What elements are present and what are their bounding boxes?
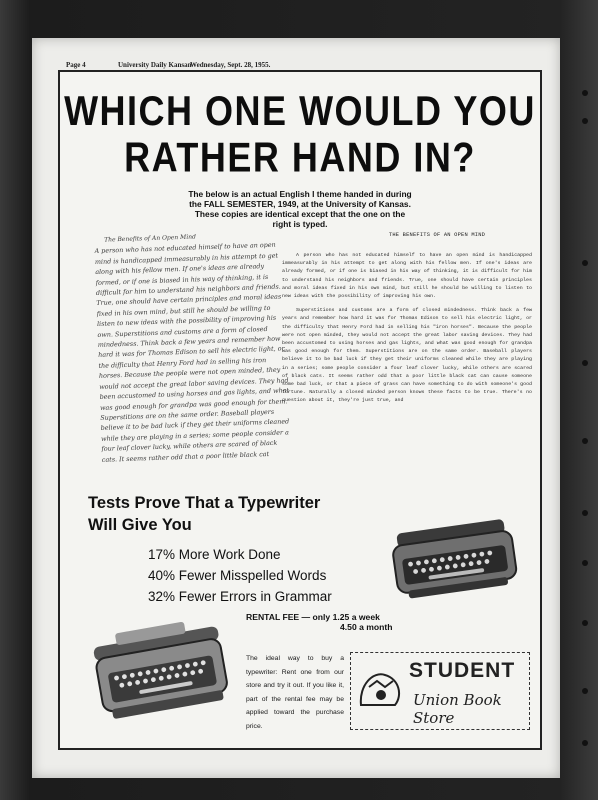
handwritten-theme bbox=[94, 229, 293, 485]
tests-line-1: Tests Prove That a Typewriter bbox=[88, 494, 321, 512]
intro-line: The below is an actual English I theme handed in during bbox=[188, 189, 412, 199]
binding-hole bbox=[582, 438, 588, 444]
stat-item: 32% Fewer Errors in Grammar bbox=[148, 589, 332, 604]
rental-fee-monthly: 4.50 a month bbox=[340, 622, 393, 632]
handwritten-body: A person who has not educated himself to have an open mind is handicapped immeasurably in his attempt to get along with his fellow men. If one's ideas are already formed, or if one is biased in his way of thinking, it is difficult for him to understand his neighbors and friends. True, one should have certain principles and moral ideas fixed in his own mind, but still he should be willing to listen to new ideas with the possibility of improving his own. Superstitions and customs are a form of closed mindedness. Think back a few years and remember how hard it was for Thomas Edison to sell his electric light, or the difficulty that Henry Ford had in selling his iron horses. Because the people were not open minded, they would not accept the great labor saving devices. They had been accustomed to using horses and gas lights, and what was good enough for grandpa was good enough for them. Superstitions are on the same order. Baseball players believe it to be bad luck if they get their uniforms cleaned while they are playing in a series; some people consider a four leaf clover lucky, while others are scared of black cats. It seems rather odd that a poor little black cat bbox=[94, 241, 290, 464]
intro-text bbox=[120, 189, 480, 229]
binding-hole bbox=[582, 260, 588, 266]
typewriter-illustration bbox=[386, 508, 522, 606]
promo-text: The ideal way to buy a typewriter: Rent one from our store and try it out. If you like it, part of the rental fee may be applied toward the purchase price. bbox=[246, 655, 344, 730]
typed-theme bbox=[282, 252, 532, 412]
store-name: STUDENT bbox=[409, 659, 516, 682]
page-header bbox=[60, 58, 530, 70]
intro-line: These copies are identical except that the one on the bbox=[194, 209, 406, 219]
binding-hole bbox=[582, 560, 588, 566]
stat-item: 17% More Work Done bbox=[148, 547, 281, 562]
intro-line: right is typed. bbox=[272, 219, 328, 229]
binding-hole bbox=[582, 688, 588, 694]
newspaper-name: University Daily Kansan bbox=[118, 61, 192, 69]
typed-title: THE BENEFITS OF AN OPEN MIND bbox=[388, 232, 486, 238]
binding-holes bbox=[570, 60, 590, 760]
benefit-stats bbox=[148, 544, 332, 607]
advertisement bbox=[58, 70, 542, 750]
headline-line-1: WHICH ONE WOULD YOU bbox=[64, 86, 536, 135]
issue-date: Wednesday, Sept. 28, 1955. bbox=[190, 61, 271, 69]
tests-line-2: Will Give You bbox=[88, 516, 192, 534]
store-emblem-icon bbox=[355, 665, 407, 715]
rental-fee: RENTAL FEE — only 1.25 a week bbox=[246, 612, 380, 622]
store-logo bbox=[350, 652, 530, 730]
typed-paragraph: Superstitions and customs are a form of closed mindedness. Think back a few years and remember how hard it was for Thomas Edison to sell his electric light, or the difficulty that Henry Ford had in selling his "iron horses". Because the people were not open minded, they would not accept the great labor saving devices. They had been accustomed to using horses and gas lights, and what was good enough for grandpa was good enough for them. Superstitions are on the same order. Baseball players believe it to be bad luck if they get their uniforms cleaned while they are playing in a series; some people consider a four leaf clover lucky, while others are scared of black cats. It seems rather odd that a poor little black cat can cause someone some bad luck, or that a piece of grass can have something to do with someone's good fortune. Naturally a closed minded person knows these facts to be true. There's no question about it, they're just true, and bbox=[282, 308, 532, 404]
binding-hole bbox=[582, 90, 588, 96]
typewriter-illustration bbox=[92, 618, 232, 724]
store-subtitle: Union Book Store bbox=[413, 691, 502, 727]
headline-line-2: RATHER HAND IN? bbox=[124, 133, 476, 181]
binding-hole bbox=[582, 360, 588, 366]
tests-heading bbox=[88, 492, 320, 536]
typed-paragraph: A person who has not educated himself to have an open mind is handicapped immeasurably in his attempt to get along with his fellow men. If one's ideas are already formed, or if one is biased in his way of thinking, it is difficult for him to understand his neighbors and friends. True, one should have certain principles and moral ideas fixed in his own mind, but still he should be willing to listen to new ideas with the possibility of improving his own. bbox=[282, 253, 532, 300]
binding-hole bbox=[582, 118, 588, 124]
binding-hole bbox=[582, 510, 588, 516]
binding-hole bbox=[582, 740, 588, 746]
handwritten-title: The Benefits of An Open Mind bbox=[104, 233, 197, 244]
binding-hole bbox=[582, 620, 588, 626]
intro-line: the FALL SEMESTER, 1949, at the University of Kansas. bbox=[189, 199, 411, 209]
stat-item: 40% Fewer Misspelled Words bbox=[148, 568, 327, 583]
page-number: Page 4 bbox=[66, 61, 86, 69]
headline bbox=[60, 88, 540, 181]
